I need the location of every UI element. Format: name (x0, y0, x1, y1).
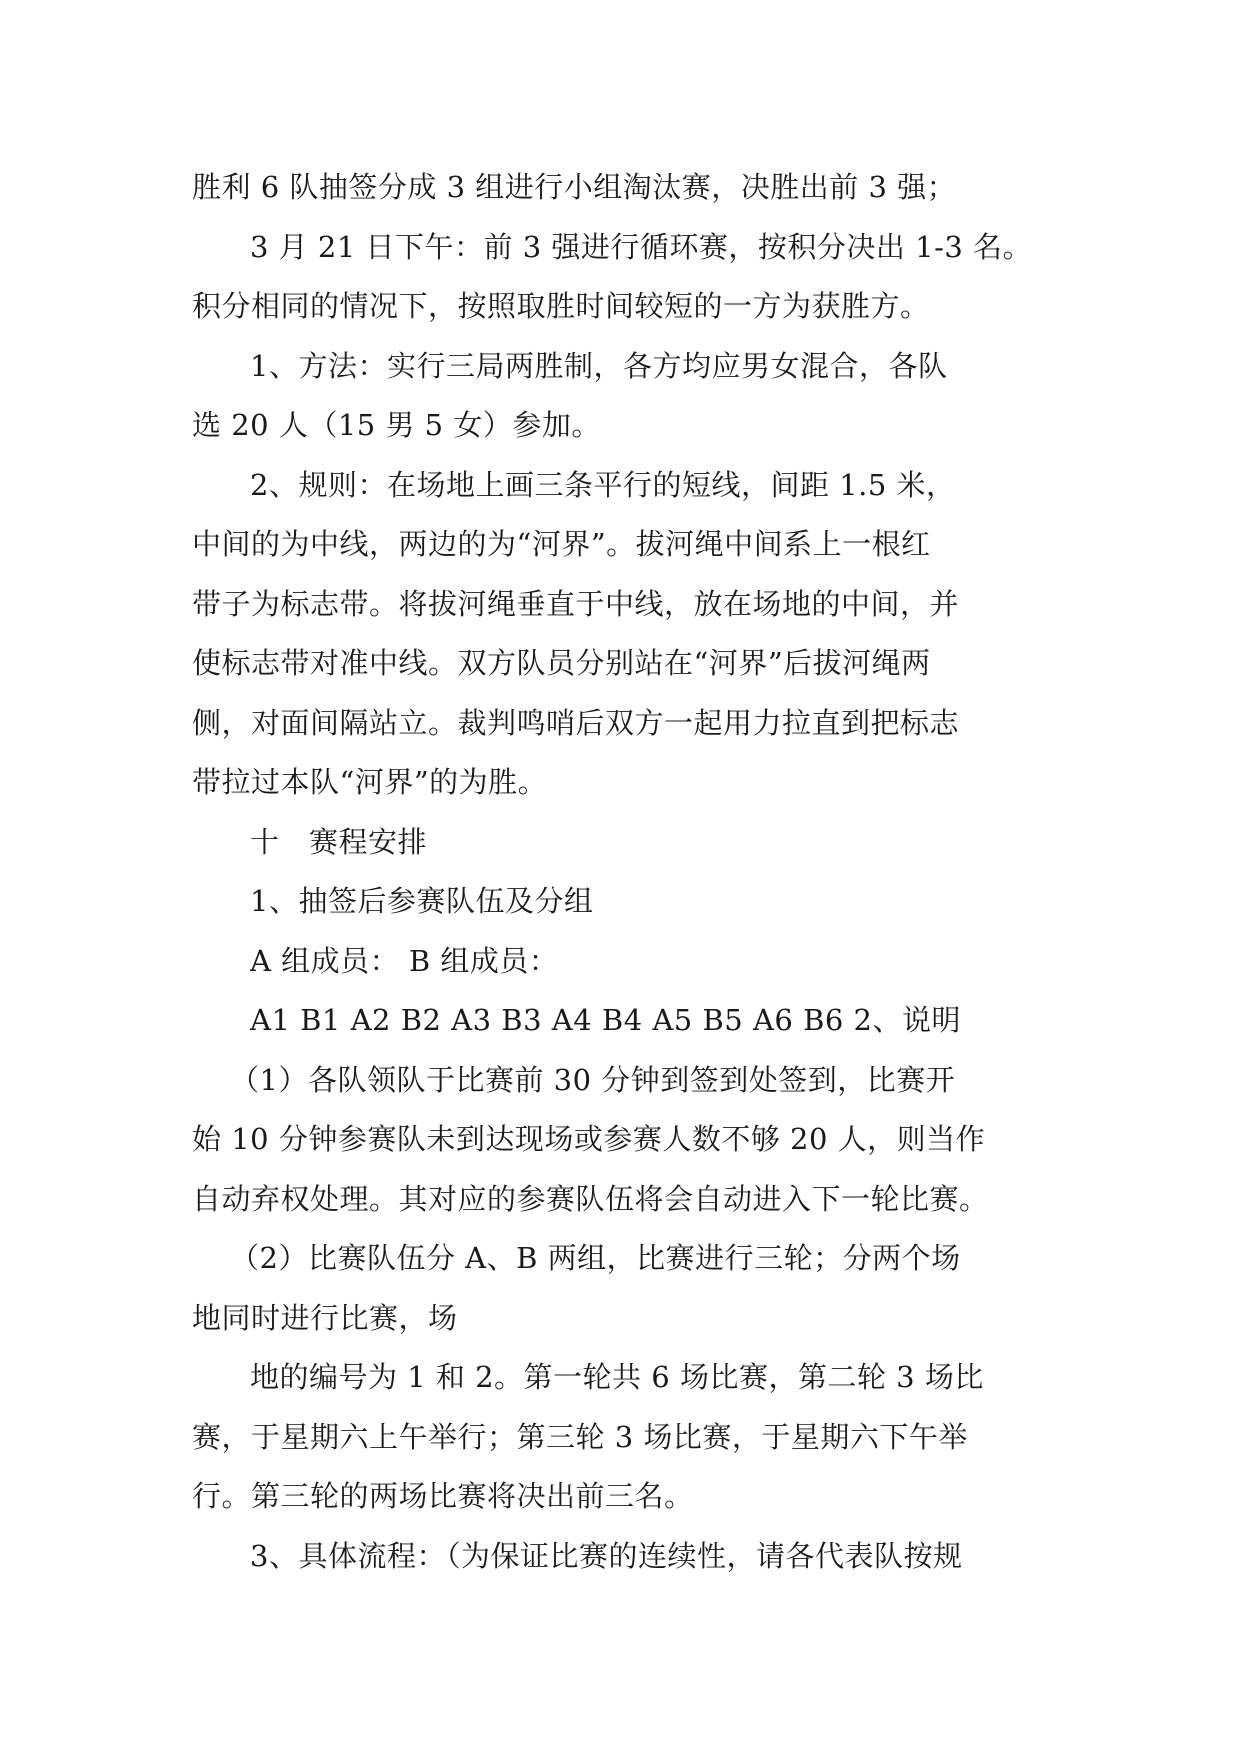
text-line: 赛，于星期六上午举行；第三轮 3 场比赛，于星期六下午举 (192, 1419, 968, 1454)
document-body (192, 158, 1056, 1586)
text-line: 地同时进行比赛，场 (192, 1300, 458, 1335)
text-line: 3、具体流程：（为保证比赛的连续性，请各代表队按规 (250, 1538, 963, 1573)
text-line: A 组成员： B 组成员： (250, 943, 559, 978)
text-line: 始 10 分钟参赛队未到达现场或参赛人数不够 20 人，则当作 (192, 1122, 986, 1156)
text-line: 自动弃权处理。其对应的参赛队伍将会自动进入下一轮比赛。 (192, 1181, 989, 1216)
text-line: 使标志带对准中线。双方队员分别站在“河界”后拔河绳两 (192, 646, 931, 680)
text-line: A1 B1 A2 B2 A3 B3 A4 B4 A5 B5 A6 B6 2、说明 (250, 1003, 962, 1037)
text-line: 侧，对面间隔站立。裁判鸣哨后双方一起用力拉直到把标志 (192, 705, 960, 740)
text-line: （2）比赛队伍分 A、B 两组，比赛进行三轮；分两个场 (230, 1241, 961, 1275)
text-line: 1、方法：实行三局两胜制，各方均应男女混合，各队 (250, 348, 948, 383)
text-line: 2、规则：在场地上画三条平行的短线，间距 1.5 米， (250, 467, 956, 502)
text-line: 行。第三轮的两场比赛将决出前三名。 (192, 1479, 694, 1513)
text-line: 带子为标志带。将拔河绳垂直于中线，放在场地的中间，并 (192, 586, 960, 621)
text-line: 胜利 6 队抽签分成 3 组进行小组淘汰赛，决胜出前 3 强； (192, 170, 957, 204)
text-line: 中间的为中线，两边的为“河界”。拔河绳中间系上一根红 (192, 527, 931, 561)
text-line: 选 20 人（15 男 5 女）参加。 (192, 408, 601, 442)
text-line: 带拉过本队“河界”的为胜。 (192, 765, 548, 799)
section-heading: 十 赛程安排 (250, 824, 428, 859)
text-line: 积分相同的情况下，按照取胜时间较短的一方为获胜方。 (192, 289, 930, 323)
text-line: 3 月 21 日下午：前 3 强进行循环赛，按积分决出 1-3 名。 (250, 229, 1033, 264)
text-line: （1）各队领队于比赛前 30 分钟到签到处签到，比赛开 (230, 1062, 956, 1097)
text-line: 1、抽签后参赛队伍及分组 (250, 884, 594, 918)
text-line: 地的编号为 1 和 2。第一轮共 6 场比赛，第二轮 3 场比 (250, 1360, 984, 1394)
